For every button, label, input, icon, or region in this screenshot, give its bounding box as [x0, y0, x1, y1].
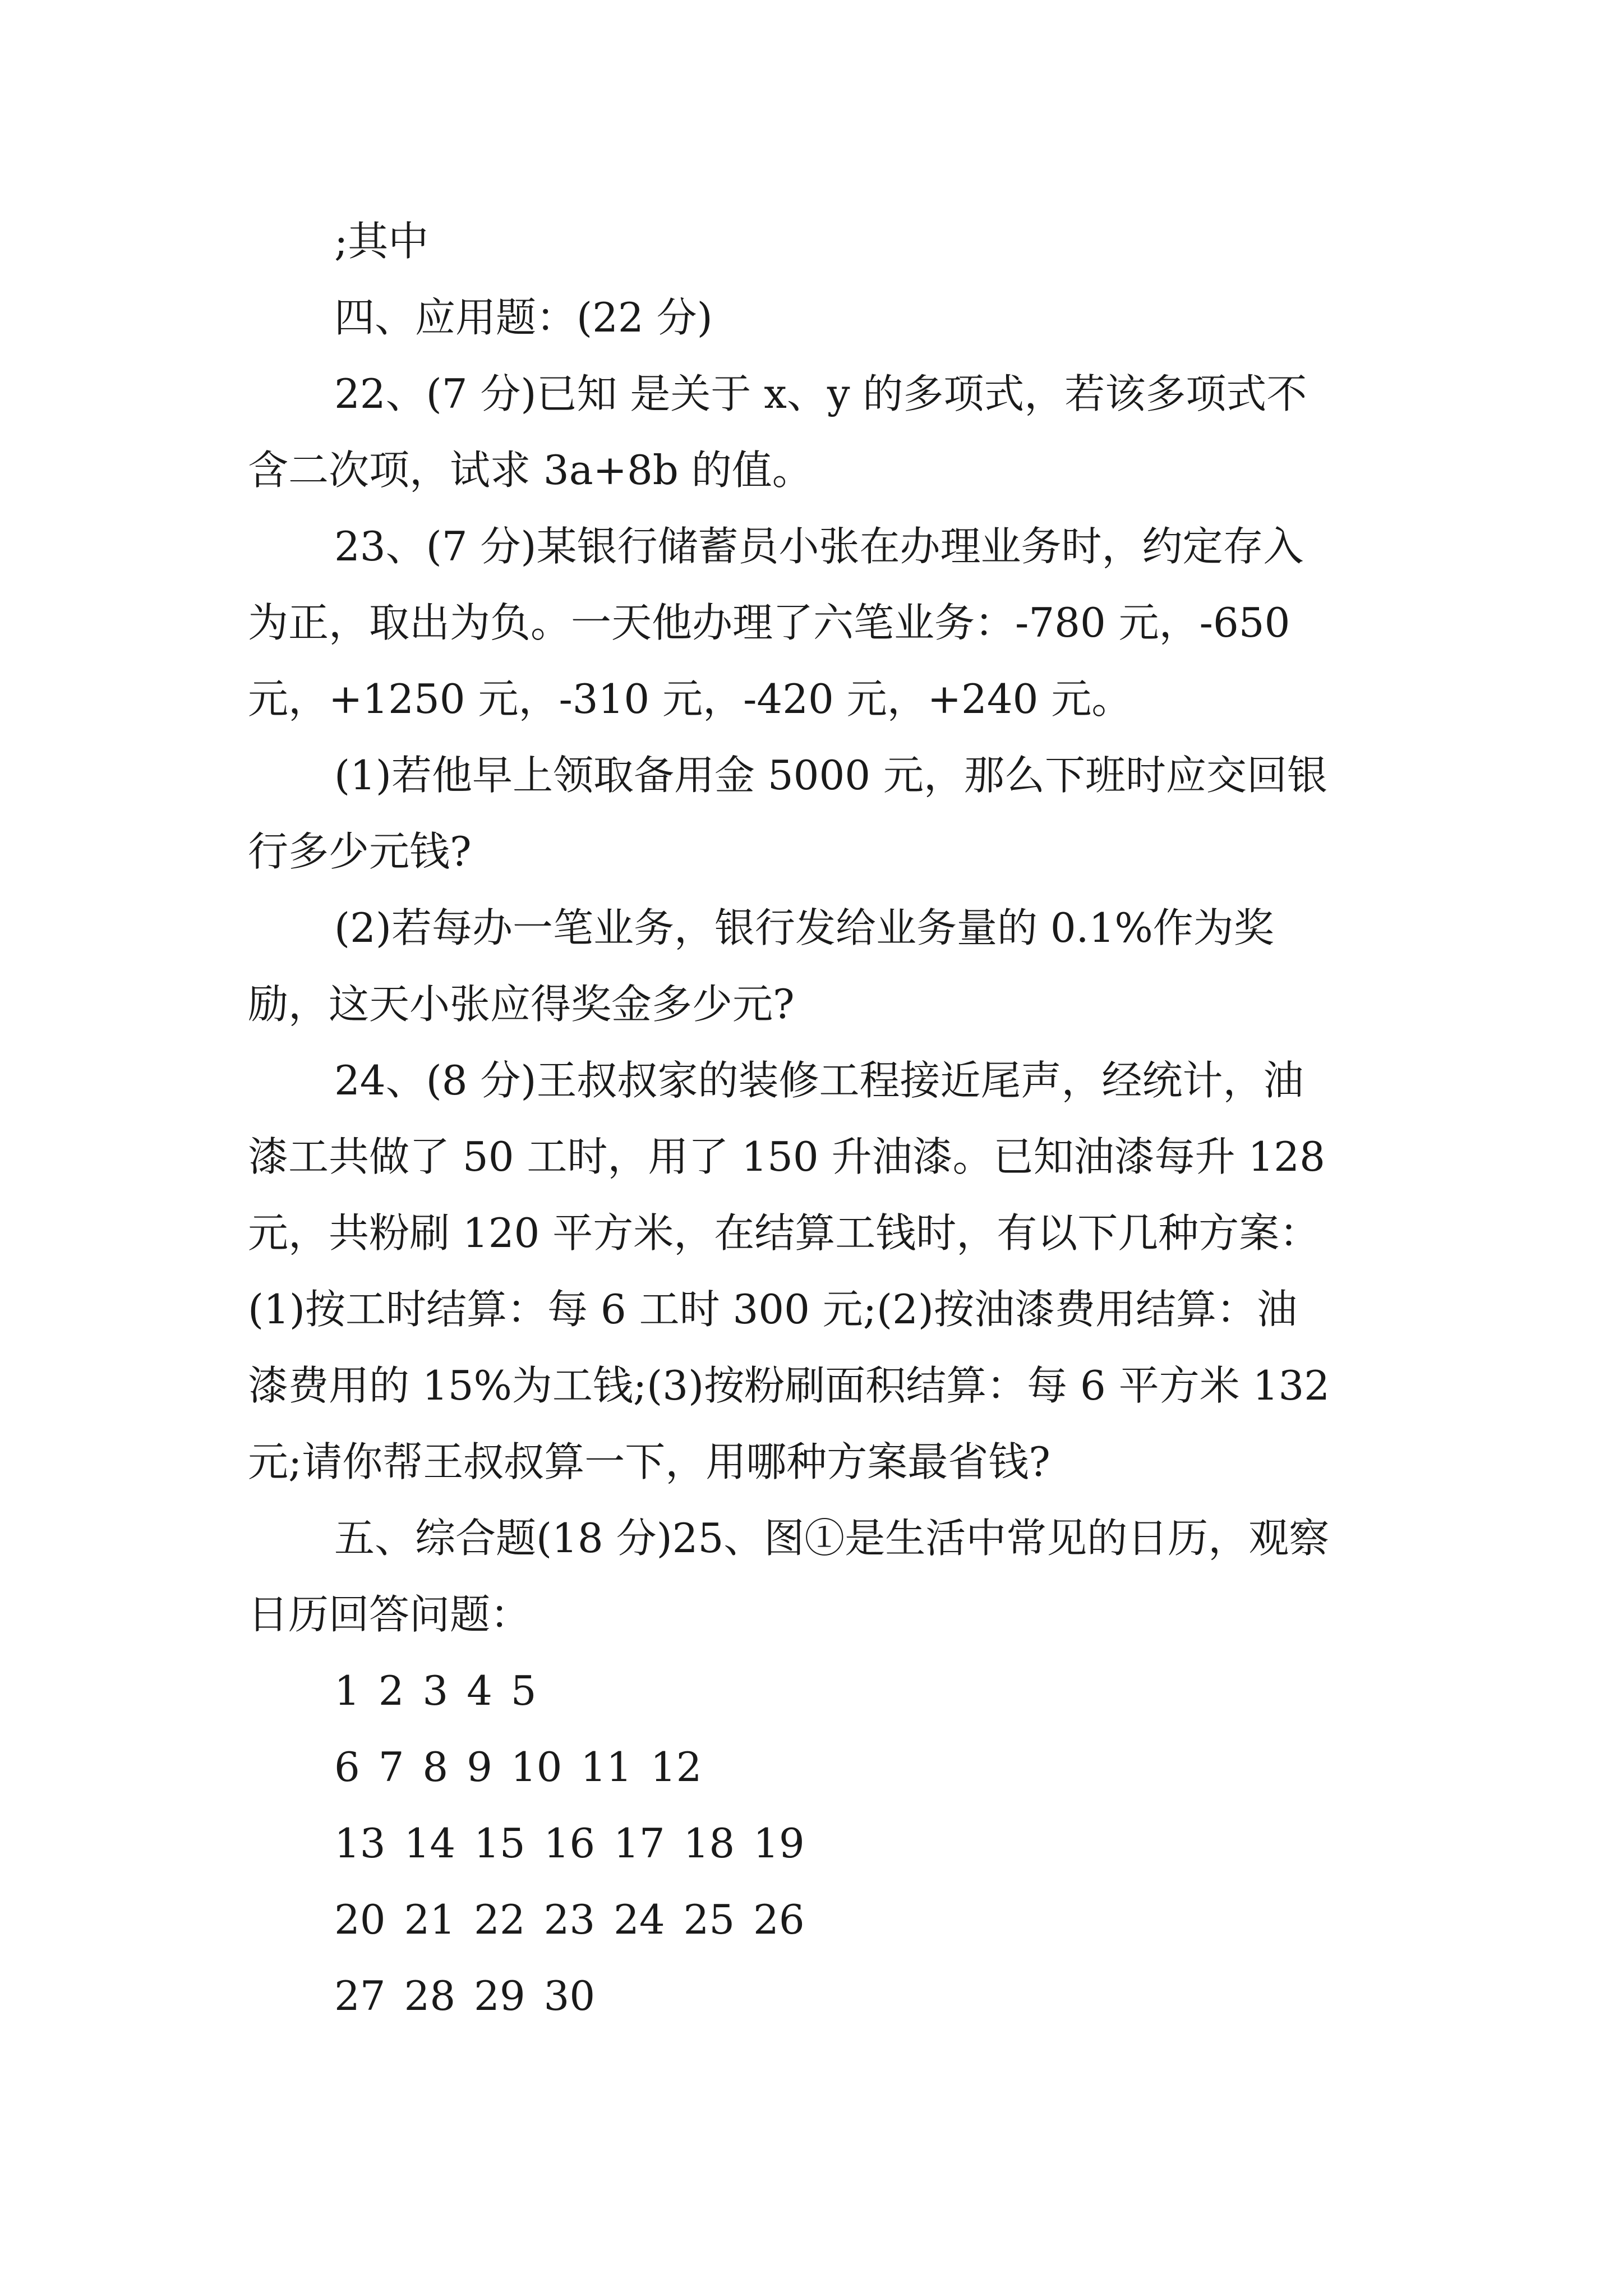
question-24-line-2: 漆工共做了 50 工时，用了 150 升油漆。已知油漆每升 128 — [248, 1133, 1325, 1180]
question-23-part-1-line-1: (1)若他早上领取备用金 5000 元，那么下班时应交回银 — [334, 752, 1327, 799]
question-23-line-3: 元，+1250 元，-310 元，-420 元，+240 元。 — [248, 675, 1132, 723]
question-25-line-2: 日历回答问题： — [248, 1591, 531, 1638]
calendar-row-5: 27 28 29 30 — [334, 1972, 596, 2019]
calendar-row-1: 1 2 3 4 5 — [334, 1667, 537, 1714]
question-22-line-2: 含二次项，试求 3a+8b 的值。 — [248, 447, 813, 494]
question-24-line-4: (1)按工时结算：每 6 工时 300 元;(2)按油漆费用结算：油 — [248, 1286, 1298, 1333]
text-line-qizhong: ;其中 — [334, 218, 429, 265]
question-24-line-6: 元;请你帮王叔叔算一下，用哪种方案最省钱? — [248, 1438, 1050, 1485]
question-23-line-1: 23、(7 分)某银行储蓄员小张在办理业务时，约定存入 — [334, 523, 1304, 570]
question-24-line-3: 元，共粉刷 120 平方米，在结算工钱时，有以下几种方案： — [248, 1209, 1320, 1257]
question-24-line-1: 24、(8 分)王叔叔家的装修工程接近尾声，经统计，油 — [334, 1057, 1304, 1104]
question-23-part-2-line-2: 励，这天小张应得奖金多少元? — [248, 981, 795, 1028]
question-23-part-1-line-2: 行多少元钱? — [248, 828, 472, 875]
question-22-line-1: 22、(7 分)已知 是关于 x、y 的多项式，若该多项式不 — [334, 370, 1307, 417]
calendar-row-3: 13 14 15 16 17 18 19 — [334, 1820, 805, 1867]
section-heading-application: 四、应用题：(22 分) — [334, 294, 713, 341]
calendar-row-2: 6 7 8 9 10 11 12 — [334, 1743, 702, 1791]
question-23-part-2-line-1: (2)若每办一笔业务，银行发给业务量的 0.1%作为奖 — [334, 904, 1274, 951]
section-heading-comprehensive: 五、综合题(18 分)25、图①是生活中常见的日历，观察 — [334, 1515, 1330, 1562]
question-23-line-2: 为正，取出为负。一天他办理了六笔业务：-780 元，-650 — [248, 599, 1290, 646]
question-24-line-5: 漆费用的 15%为工钱;(3)按粉刷面积结算：每 6 平方米 132 — [248, 1362, 1330, 1409]
calendar-row-4: 20 21 22 23 24 25 26 — [334, 1896, 805, 1943]
